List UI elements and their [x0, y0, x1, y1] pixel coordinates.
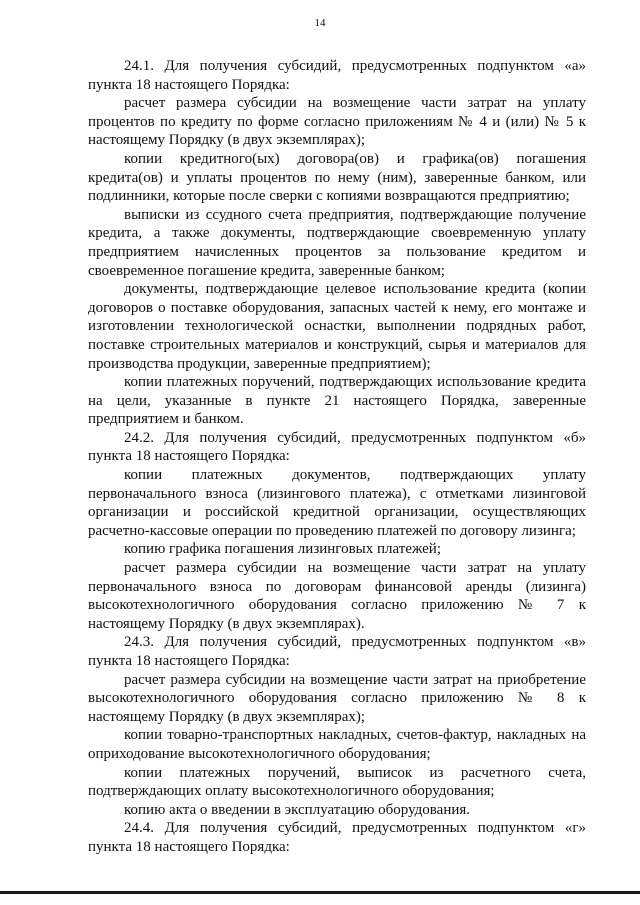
paragraph: расчет размера субсидии на возмещение части затрат на уплату первоначального взноса по договорам финансовой аренды (лизинга) высокотехнологичного оборудования согласно приложению № 7 к настоящему Порядку (в двух экземплярах). — [88, 560, 586, 632]
paragraph: копию графика погашения лизинговых платежей; — [124, 541, 442, 558]
paragraph-24-2-heading: 24.2. Для получения субсидий, предусмотренных подпунктом «б» пункта 18 настоящего Порядка: — [88, 429, 586, 465]
paragraph: копии товарно-транспортных накладных, счетов-фактур, накладных на оприходование высокотехнологичного оборудования; — [88, 727, 586, 762]
paragraph: копию акта о введении в эксплуатацию оборудования. — [124, 801, 471, 818]
paragraph: расчет размера субсидии на возмещение части затрат на приобретение высокотехнологичного оборудования согласно приложению № 8 к настоящему Порядку (в двух экземплярах); — [88, 671, 586, 725]
paragraph-24-4-heading: 24.4. Для получения субсидий, предусмотренных подпунктом «г» пункта 18 настоящего Порядка: — [88, 820, 586, 855]
bottom-rule — [0, 891, 640, 894]
paragraph: расчет размера субсидии на возмещение части затрат на уплату процентов по кредиту по форме согласно приложениям № 4 и (или) № 5 к настоящему Порядку (в двух экземплярах); — [88, 95, 586, 149]
document-body — [88, 57, 586, 857]
paragraph: копии платежных поручений, выписок из расчетного счета, подтверждающих оплату высокотехнологичного оборудования; — [88, 764, 586, 800]
paragraph: копии платежных поручений, подтверждающих использование кредита на цели, указанные в пункте 21 настоящего Порядка, заверенные предприятием и банком. — [88, 374, 586, 428]
paragraph-24-3-heading: 24.3. Для получения субсидий, предусмотренных подпунктом «в» пункта 18 настоящего Порядка: — [88, 634, 586, 669]
paragraph-24-1-heading: 24.1. Для получения субсидий, предусмотренных подпунктом «а» пункта 18 настоящего Порядка: — [88, 58, 586, 93]
page-number: 14 — [314, 17, 326, 29]
paragraph: копии кредитного(ых) договора(ов) и графика(ов) погашения кредита(ов) и уплаты процентов по нему (ним), заверенные банком, или подлинники, которые после сверки с копиями возвращаются предприятию; — [88, 150, 586, 205]
paragraph: документы, подтверждающие целевое использование кредита (копии договоров о поставке оборудования, запасных частей к нему, его монтаже и изготовлении технологической оснастки, выполнении подрядных работ, поставке строительных материалов и конструкций, сырья и материалов для производства продукции, заверенные предприятием); — [88, 281, 586, 372]
paragraph: выписки из ссудного счета предприятия, подтверждающие получение кредита, а также документы, подтверждающие своевременную уплату предприятием начисленных процентов за пользование кредитом и своевременное погашение кредита, заверенные банком; — [88, 206, 586, 279]
paragraph: копии платежных документов, подтверждающих уплату первоначального взноса (лизингового платежа), с отметками лизинговой организации и российской кредитной организации, осуществляющих расчетно-кассовые операции по проведению платежей по договору лизинга; — [88, 467, 586, 539]
